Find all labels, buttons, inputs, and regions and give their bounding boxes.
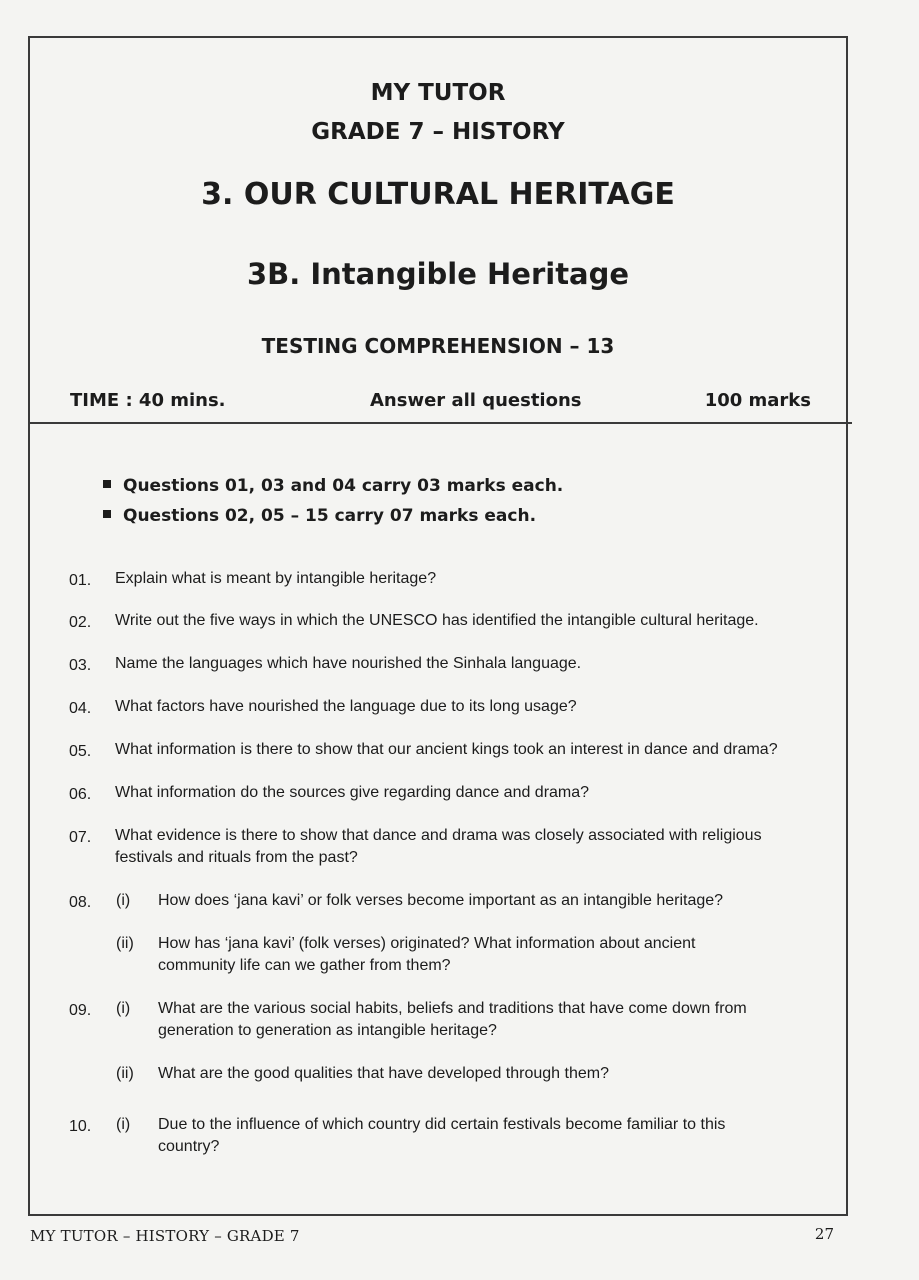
- subchapter-title: 3B. Intangible Heritage: [246, 257, 630, 291]
- question-number: 04.: [69, 700, 92, 717]
- header-divider: [28, 422, 852, 424]
- question-text: How does ‘jana kavi’ or folk verses become important as an intangible heritage?: [158, 892, 724, 909]
- publisher-title: MY TUTOR: [370, 80, 506, 106]
- marks-note: Questions 01, 03 and 04 carry 03 marks each.: [103, 476, 563, 496]
- question-number: 05.: [69, 743, 92, 760]
- question-text: What are the various social habits, beliefs and traditions that have come down from generation to generation as intangible heritage?: [158, 1000, 747, 1039]
- question-10-i: [69, 1114, 768, 1158]
- question-text: Due to the influence of which country did certain festivals become familiar to this country?: [158, 1116, 726, 1155]
- question-text: Explain what is meant by intangible heritage?: [115, 570, 437, 587]
- question-02: [69, 610, 815, 632]
- grade-title: GRADE 7 – HISTORY: [311, 119, 565, 145]
- question-number: 08.: [69, 894, 92, 911]
- subquestion-label: (i): [116, 1116, 131, 1133]
- subquestion-label: (i): [116, 1000, 131, 1017]
- question-09-ii: [116, 1063, 778, 1085]
- subquestion-label: (ii): [116, 1065, 134, 1082]
- question-07: [69, 825, 795, 869]
- question-text: What information do the sources give regarding dance and drama?: [115, 784, 590, 801]
- question-text: Name the languages which have nourished the Sinhala language.: [115, 655, 582, 672]
- question-text: What factors have nourished the language due to its long usage?: [115, 698, 577, 715]
- question-text: What are the good qualities that have developed through them?: [158, 1065, 609, 1082]
- chapter-title: 3. OUR CULTURAL HERITAGE: [201, 177, 675, 212]
- footer-title: MY TUTOR – HISTORY – GRADE 7: [30, 1227, 300, 1245]
- question-number: 10.: [69, 1118, 92, 1135]
- question-01: [69, 568, 805, 590]
- question-number: 09.: [69, 1002, 92, 1019]
- question-05: [69, 739, 825, 761]
- question-08-i: [69, 890, 778, 912]
- question-number: 06.: [69, 786, 92, 803]
- question-text: How has ‘jana kavi’ (folk verses) originated? What information about ancient community life can we gather from them?: [158, 935, 696, 974]
- question-text: What evidence is there to show that dance and drama was closely associated with religious festivals and rituals from the past?: [115, 827, 762, 866]
- question-text: Write out the five ways in which the UNESCO has identified the intangible cultural heritage.: [115, 612, 759, 629]
- question-09-i: [69, 998, 788, 1042]
- question-03: [69, 653, 805, 675]
- question-number: 03.: [69, 657, 92, 674]
- subquestion-label: (ii): [116, 935, 134, 952]
- time-allowed: TIME : 40 mins.: [70, 390, 226, 411]
- question-number: 02.: [69, 614, 92, 631]
- question-06: [69, 782, 805, 804]
- question-number: 01.: [69, 572, 92, 589]
- question-08-ii: [116, 933, 748, 977]
- test-title: TESTING COMPREHENSION – 13: [261, 334, 615, 358]
- marks-note: Questions 02, 05 – 15 carry 07 marks each.: [103, 506, 536, 526]
- subquestion-label: (i): [116, 892, 131, 909]
- square-bullet-icon: [103, 510, 111, 518]
- question-number: 07.: [69, 829, 92, 846]
- page-number: 27: [814, 1225, 834, 1243]
- question-text: What information is there to show that our ancient kings took an interest in dance and drama?: [115, 741, 778, 758]
- instruction-text: Answer all questions: [370, 390, 582, 411]
- total-marks: 100 marks: [704, 390, 811, 411]
- square-bullet-icon: [103, 480, 111, 488]
- question-04: [69, 696, 805, 718]
